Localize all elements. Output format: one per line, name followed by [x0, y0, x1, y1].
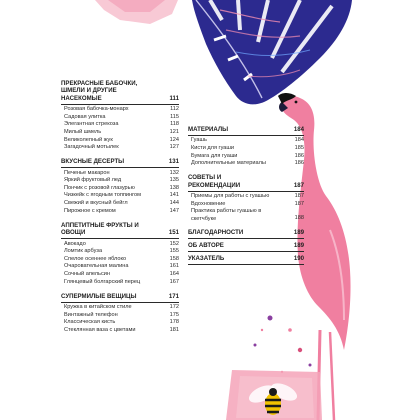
- toc-entry[interactable]: [61, 129, 179, 137]
- entry-page-number: 181: [169, 326, 179, 333]
- entry-page-number: 141: [169, 192, 179, 199]
- entry-title: Очаровательная малина: [64, 263, 129, 270]
- entry-title: Загадочный мотылек: [64, 144, 119, 151]
- pink-watercolor-wash: [95, 0, 178, 24]
- entry-title: Кружка в китайском стиле: [64, 304, 132, 311]
- entry-page-number: 147: [169, 207, 179, 214]
- section-page-number: 189: [293, 229, 304, 237]
- section-title: СУПЕРМИЛЫЕ ВЕЩИЦЫ: [61, 292, 137, 300]
- entry-page-number: 138: [169, 184, 179, 191]
- entry-title: Садовая улитка: [64, 113, 106, 120]
- entry-page-number: 127: [169, 144, 179, 151]
- toc-section-heading[interactable]: [61, 158, 179, 168]
- section-title: МАТЕРИАЛЫ: [188, 126, 229, 133]
- section-page-number: 171: [168, 292, 179, 300]
- toc-section: [61, 80, 179, 152]
- toc-entry[interactable]: [61, 327, 179, 335]
- entry-title: Свежий и вкусный бейгл: [64, 200, 128, 207]
- section-page-number: 190: [293, 255, 304, 263]
- entry-title: Розовая бабочка-монарх: [64, 106, 129, 113]
- toc-section-heading[interactable]: [61, 293, 179, 303]
- toc-entry[interactable]: [61, 312, 179, 320]
- entry-title: Сочный апельсин: [64, 270, 110, 277]
- section-page-number: 131: [168, 158, 179, 166]
- section-title: СОВЕТЫ И РЕКОМЕНДАЦИИ: [188, 174, 241, 189]
- toc-section: [188, 229, 304, 239]
- toc-entry[interactable]: [61, 144, 179, 152]
- toc-section: [188, 255, 304, 265]
- section-title: ОБ АВТОРЕ: [188, 242, 224, 250]
- toc-section-heading[interactable]: [188, 255, 304, 265]
- entry-page-number: 187: [294, 193, 304, 200]
- section-page-number: 189: [293, 242, 304, 250]
- entry-page-number: 115: [170, 113, 179, 120]
- toc-section: [61, 222, 179, 286]
- entry-page-number: 188: [294, 215, 304, 222]
- entry-title: Глянцевый болгарский перец: [64, 278, 141, 285]
- toc-entry[interactable]: [61, 263, 179, 271]
- toc-entry[interactable]: [188, 208, 304, 223]
- entry-page-number: 167: [169, 278, 179, 285]
- toc-entry[interactable]: [61, 192, 179, 200]
- entry-page-number: 186: [294, 152, 304, 159]
- toc-entry[interactable]: [61, 319, 179, 327]
- toc-section-heading[interactable]: [61, 80, 179, 105]
- entry-page-number: 185: [294, 145, 304, 151]
- entry-page-number: 164: [169, 270, 179, 277]
- entry-title: Пончик с розовой глазурью: [64, 184, 135, 191]
- entry-title: Яркий фруктовый лед: [64, 177, 122, 184]
- entry-page-number: 144: [169, 200, 179, 207]
- section-title: АППЕТИТНЫЕ ФРУКТЫ И ОВОЩИ: [61, 221, 139, 237]
- toc-section-heading[interactable]: [188, 174, 304, 191]
- entry-page-number: 161: [169, 263, 179, 270]
- entry-title: Классическая кисть: [64, 319, 116, 326]
- toc-section-heading[interactable]: [188, 242, 304, 252]
- toc-section-heading[interactable]: [188, 229, 304, 239]
- entry-page-number: 172: [169, 304, 179, 311]
- entry-title: Практика работы гуашью в скетчбуке: [191, 208, 262, 222]
- toc-entry[interactable]: [61, 248, 179, 256]
- entry-page-number: 118: [170, 121, 179, 128]
- toc-section-heading[interactable]: [61, 222, 179, 239]
- section-title: ПРЕКРАСНЫЕ БАБОЧКИ, ШМЕЛИ И ДРУГИЕ НАСЕКОМЫЕ: [61, 80, 138, 102]
- entry-page-number: 158: [169, 255, 179, 262]
- toc-section: [61, 158, 179, 215]
- toc-entry[interactable]: [188, 201, 304, 209]
- entry-title: Стеклянная ваза с цветами: [64, 326, 136, 333]
- entry-title: Печенье макарон: [64, 169, 110, 176]
- toc-entry[interactable]: [61, 121, 179, 129]
- section-page-number: 187: [293, 181, 304, 189]
- entry-title: Дополнительные материалы: [191, 160, 266, 167]
- section-page-number: 184: [293, 126, 304, 133]
- toc-entry[interactable]: [188, 153, 304, 161]
- entry-page-number: 132: [169, 169, 179, 176]
- entry-page-number: 175: [169, 311, 179, 318]
- toc-section: [188, 242, 304, 252]
- entry-page-number: 155: [169, 248, 179, 255]
- toc-entry[interactable]: [61, 200, 179, 208]
- entry-title: Вдохновение: [191, 200, 226, 207]
- entry-page-number: 178: [169, 319, 179, 326]
- toc-entry[interactable]: [61, 271, 179, 279]
- section-title: ВКУСНЫЕ ДЕСЕРТЫ: [61, 158, 125, 166]
- entry-page-number: 152: [169, 240, 179, 247]
- toc-left-column: [61, 80, 179, 341]
- entry-page-number: 112: [170, 106, 179, 113]
- entry-title: Авокадо: [64, 240, 86, 247]
- toc-section: [188, 174, 304, 223]
- toc-entry[interactable]: [61, 177, 179, 185]
- entry-title: Элегантная стрекоза: [64, 121, 119, 128]
- toc-right-column: [188, 126, 304, 268]
- entry-page-number: 124: [169, 136, 179, 143]
- toc-entry[interactable]: [188, 145, 304, 153]
- entry-page-number: 187: [294, 200, 304, 207]
- toc-entry[interactable]: [61, 304, 179, 312]
- entry-title: Винтажный телефон: [64, 311, 118, 318]
- toc-entry[interactable]: [61, 208, 179, 216]
- toc-section: [188, 126, 304, 168]
- entry-page-number: 135: [169, 177, 179, 184]
- toc-entry[interactable]: [188, 160, 304, 168]
- entry-title: Приемы для работы с гуашью: [191, 193, 270, 200]
- monstera-leaf-illustration: [192, 0, 352, 104]
- toc-entry[interactable]: [61, 279, 179, 287]
- entry-title: Милый шмель: [64, 129, 102, 135]
- toc-entry[interactable]: [61, 256, 179, 264]
- toc-entry[interactable]: [61, 241, 179, 249]
- entry-title: Спелое осеннее яблоко: [64, 255, 127, 262]
- section-title: УКАЗАТЕЛЬ: [188, 255, 225, 263]
- entry-page-number: 186: [294, 160, 304, 167]
- entry-page-number: 121: [169, 129, 179, 135]
- entry-title: Великолепный жук: [64, 136, 113, 143]
- entry-title: Бумага для гуаши: [191, 152, 238, 159]
- entry-title: Кисти для гуаши: [191, 145, 235, 151]
- section-page-number: 151: [168, 229, 179, 237]
- toc-section-heading[interactable]: [188, 126, 304, 136]
- toc-entry[interactable]: [188, 137, 304, 145]
- toc-entry[interactable]: [61, 114, 179, 122]
- toc-entry[interactable]: [188, 193, 304, 201]
- section-page-number: 111: [169, 94, 179, 102]
- entry-title: Гуашь: [191, 137, 207, 144]
- toc-entry[interactable]: [61, 106, 179, 114]
- entry-title: Пирожное с кремом: [64, 207, 116, 214]
- entry-title: Ломтик арбуза: [64, 248, 103, 255]
- section-title: БЛАГОДАРНОСТИ: [188, 229, 244, 237]
- entry-page-number: 184: [294, 137, 304, 144]
- toc-section: [61, 293, 179, 335]
- entry-title: Чизкейк с ягодным топпингом: [64, 192, 141, 199]
